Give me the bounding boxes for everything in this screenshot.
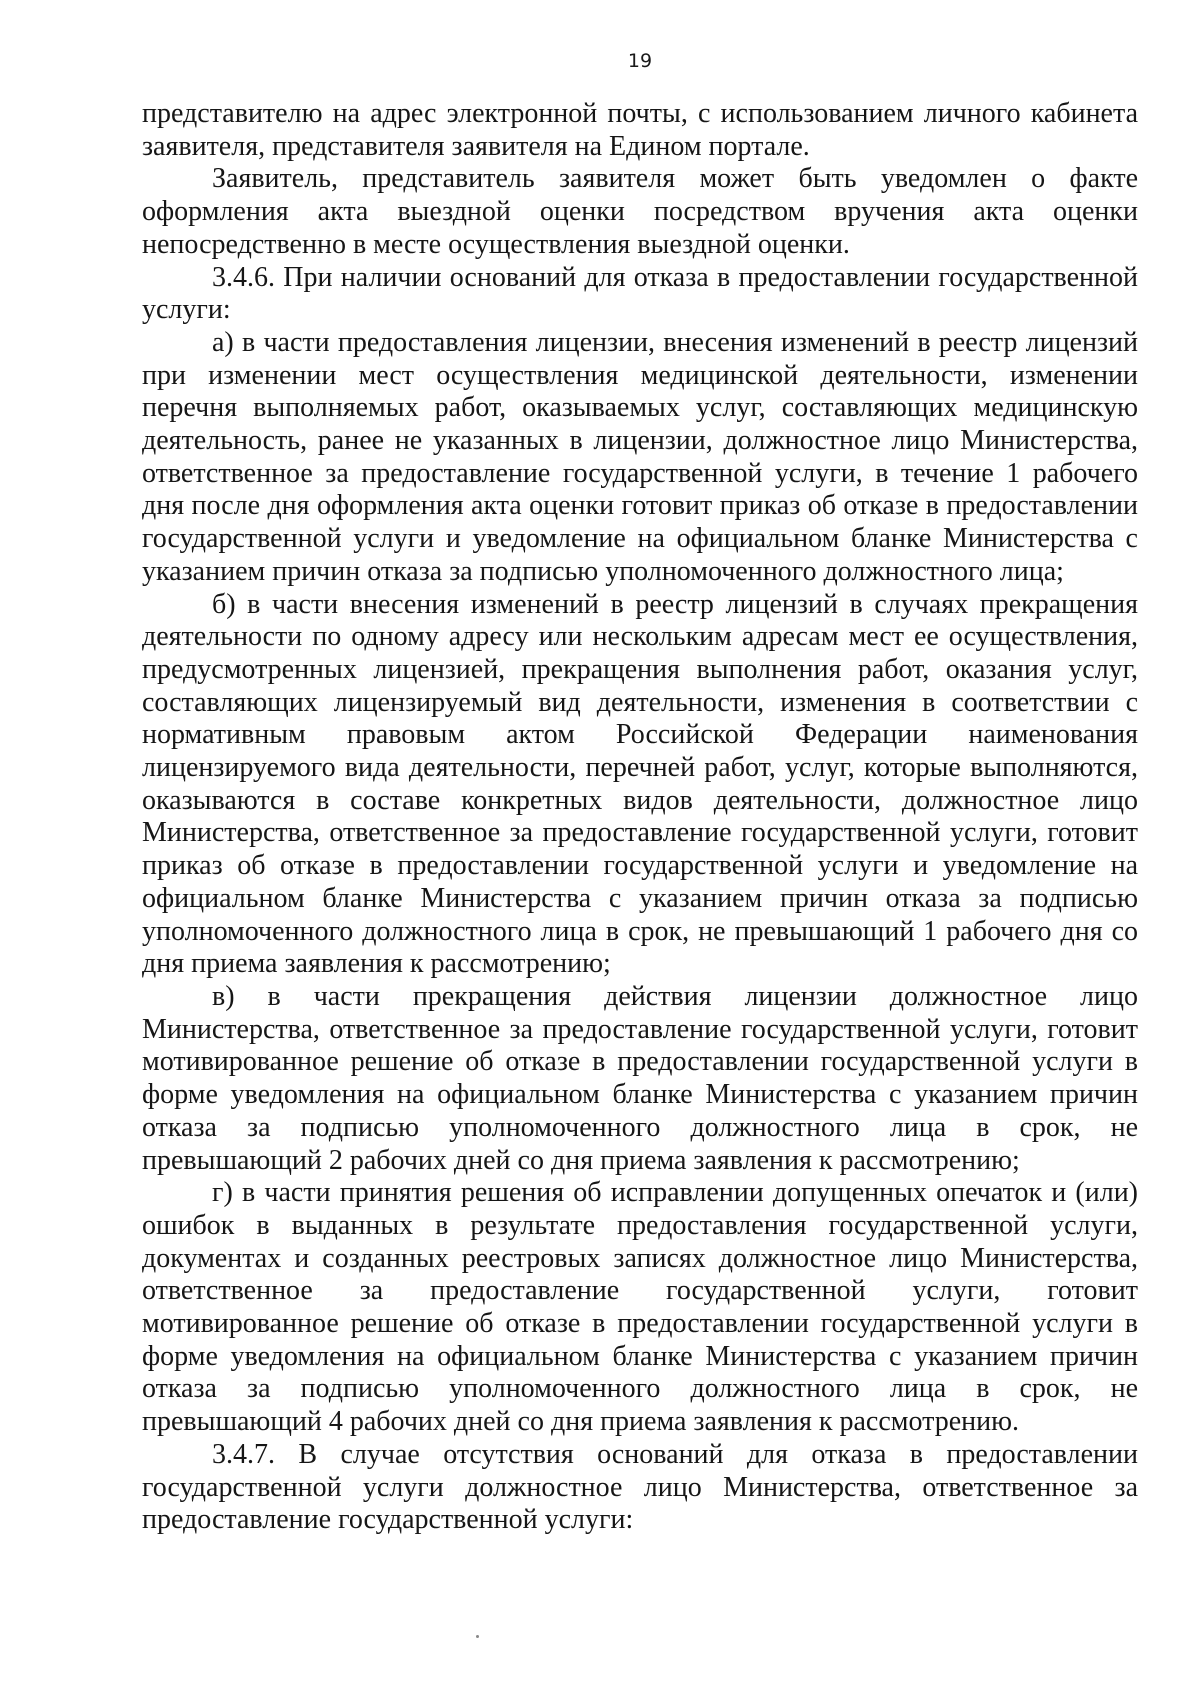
paragraph-notification: Заявитель, представитель заявителя может быть уведомлен о факте оформления акта выездной оценки посредством вручения акта оценки непосредственно в месте осуществления выездной оценки. xyxy=(142,163,1138,260)
document-body xyxy=(142,98,1138,1537)
paragraph-item-g: г) в части принятия решения об исправлении допущенных опечаток и (или) ошибок в выданных в результате предоставления государственной услуги, документах и созданных реестровых записях должностное лицо Министерства, ответственное за предоставление государственной услуги, готовит мотивированное решение об отказе в предоставлении государственной услуги в форме уведомления на официальном бланке Министерства с указанием причин отказа за подписью уполномоченного должностного лица в срок, не превышающий 4 рабочих дней со дня приема заявления к рассмотрению. xyxy=(142,1177,1138,1438)
paragraph-3-4-7: 3.4.7. В случае отсутствия оснований для отказа в предоставлении государственной услуги должностное лицо Министерства, ответственное за предоставление государственной услуги: xyxy=(142,1438,1138,1536)
page-number: 19 xyxy=(627,50,653,72)
paragraph-item-v: в) в части прекращения действия лицензии должностное лицо Министерства, ответственное за предоставление государственной услуги, готовит мотивированное решение об отказе в предоставлении государственной услуги в форме уведомления на официальном бланке Министерства с указанием причин отказа за подписью уполномоченного должностного лица в срок, не превышающий 2 рабочих дней со дня приема заявления к рассмотрению; xyxy=(142,980,1138,1176)
scan-speck xyxy=(476,1635,479,1638)
paragraph-item-b: б) в части внесения изменений в реестр лицензий в случаях прекращения деятельности по одному адресу или нескольким адресам мест ее осуществления, предусмотренных лицензией, прекращения выполнения работ, оказания услуг, составляющих лицензируемый вид деятельности, изменения в соответствии с нормативным правовым актом Российской Федерации наименования лицензируемого вида деятельности, перечней работ, услуг, которые выполняются, оказываются в составе конкретных видов деятельности, должностное лицо Министерства, ответственное за предоставление государственной услуги, готовит приказ об отказе в предоставлении государственной услуги и уведомление на официальном бланке Министерства с указанием причин отказа за подписью уполномоченного должностного лица в срок, не превышающий 1 рабочего дня со дня приема заявления к рассмотрению; xyxy=(142,588,1138,980)
paragraph-continuation: представителю на адрес электронной почты, с использованием личного кабинета заявителя, представителя заявителя на Едином портале. xyxy=(142,98,1138,162)
paragraph-3-4-6: 3.4.6. При наличии оснований для отказа в предоставлении государственной услуги: xyxy=(142,261,1138,326)
paragraph-item-a: а) в части предоставления лицензии, внесения изменений в реестр лицензий при изменении мест осуществления медицинской деятельности, изменении перечня выполняемых работ, оказываемых услуг, составляющих медицинскую деятельность, ранее не указанных в лицензии, должностное лицо Министерства, ответственное за предоставление государственной услуги, в течение 1 рабочего дня после дня оформления акта оценки готовит приказ об отказе в предоставлении государственной услуги и уведомление на официальном бланке Министерства с указанием причин отказа за подписью уполномоченного должностного лица; xyxy=(142,326,1138,587)
